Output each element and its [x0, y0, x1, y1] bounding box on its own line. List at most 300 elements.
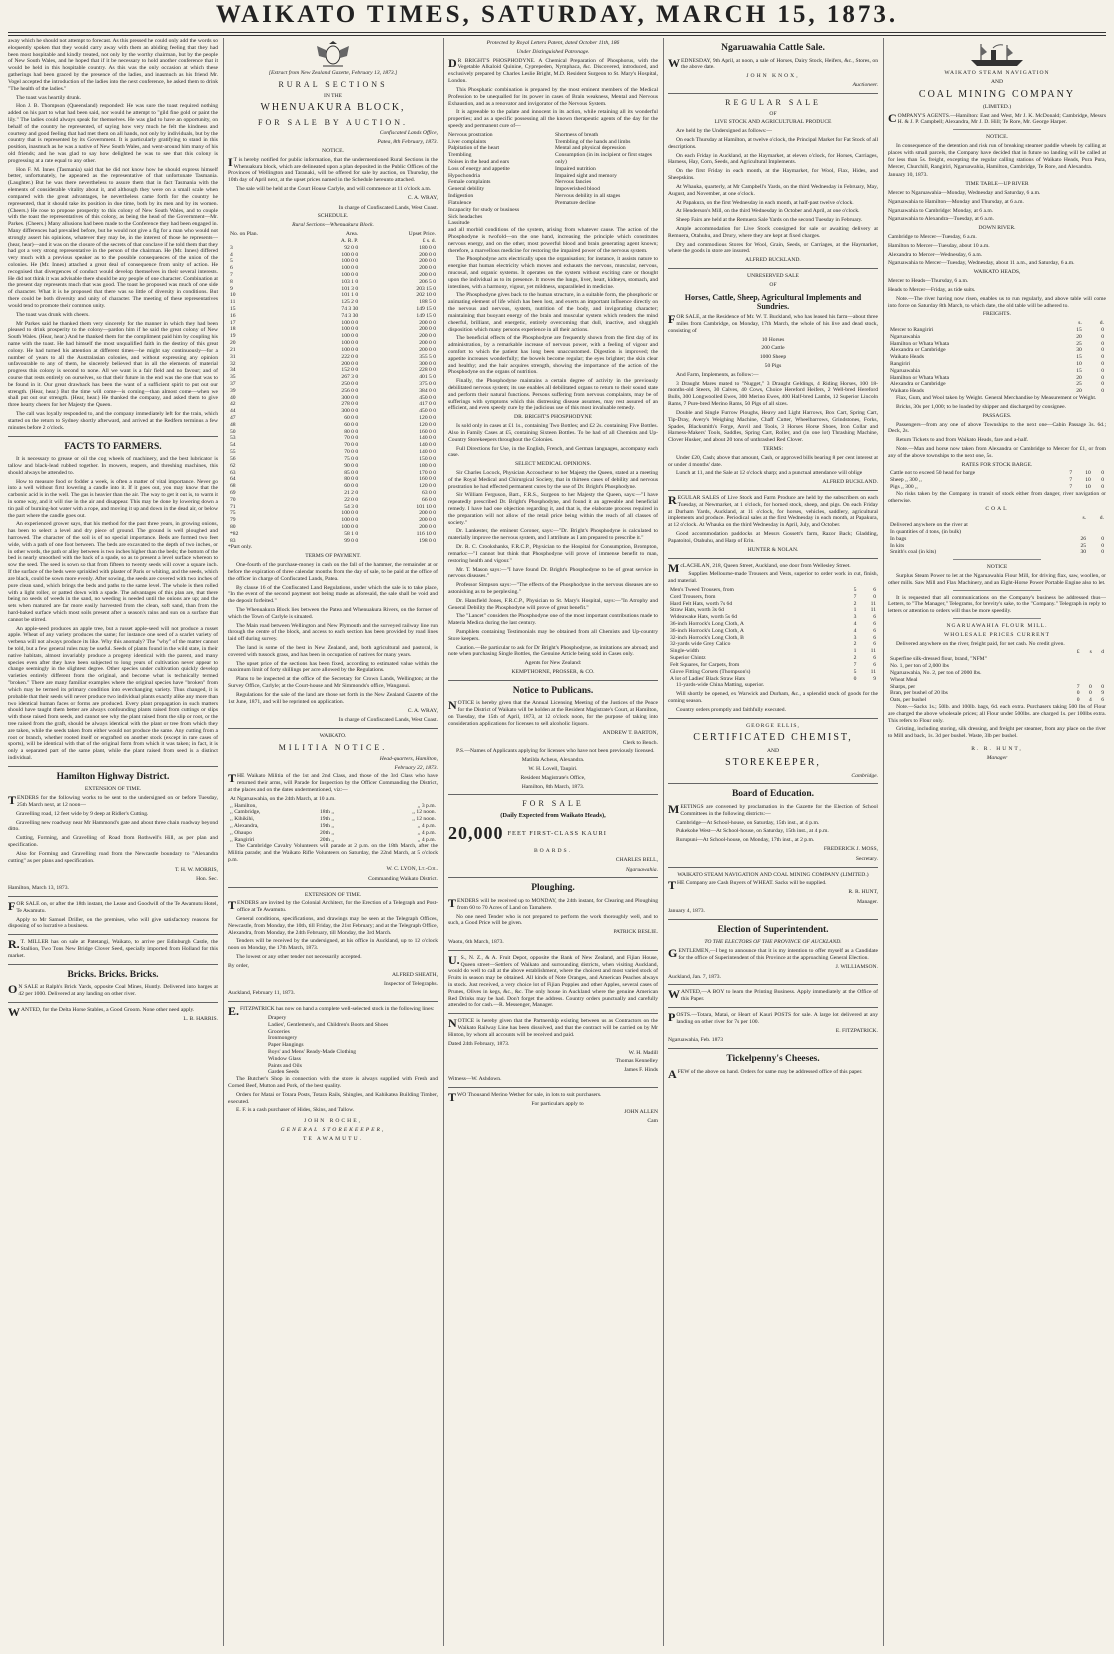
paragraph: In consequence of the detention and risk run of breaking steamer paddle wheels by calling at places with small parcels, the Company have decided that in future no landing will be called at for less than 5s. freight, excepting the regular calling stations of Waikato Heads, Pura Pura, Mercer, Churchill, Rangiriri, Ngaruawahia, Hamilton, Cambridge, Te Rore, and Alexandra. — [888, 143, 1106, 170]
paragraph: McLACHLAN, 218, Queen Street, Auckland, one door from Wellesley Street. — [668, 560, 851, 575]
dateline: January 4, 1873. — [668, 907, 705, 914]
advert-heading: Election of Superintendent. — [717, 924, 829, 935]
table-cell: Straw Hats, worth 3s 6d — [670, 607, 724, 614]
table-cell: 355 5 0 — [419, 353, 436, 360]
list-item: Indigestion — [448, 193, 474, 200]
table-row — [228, 374, 438, 381]
patent-line: Protected by Royal Letters Patent, dated October 11th, 186 — [486, 40, 620, 46]
table-row — [228, 388, 438, 395]
table-cell: 0 — [1101, 361, 1104, 367]
table-cell: 20 — [1076, 374, 1082, 381]
table-cell: ,, 4 p.m. — [417, 829, 436, 836]
table-cell: 0 — [1101, 683, 1104, 690]
advert-heading: Tickelpenny's Cheeses. — [726, 1054, 820, 1065]
list-item: 50 Pigs — [764, 363, 782, 370]
paragraph: On each Friday in Auckland, at the Haymarket, at eleven o'clock, for Horses, Carriages, Harness, Hay, Corn, Seeds, and Agricultural Implements. — [668, 152, 878, 166]
dateline: Hamilton, 8th March, 1873. — [521, 783, 585, 790]
table-cell: 9 — [230, 285, 233, 292]
table-cell: 18 — [230, 326, 236, 333]
divider — [668, 867, 878, 868]
table-cell: 3 — [853, 634, 857, 641]
signature: W. H. Madill — [628, 1049, 658, 1056]
paragraph: Dr. R. C. Crookshanks, F.R.C.P., Physician to the Hospital for Consumption, Brompton, remarks:—"I cannot but think that Phosphodyne will prove of immense benefit to man, restoring health and vigour." — [448, 544, 658, 564]
signature: FREDERICK J. MOSS, — [823, 846, 878, 853]
table-cell: Superior Chintz — [670, 655, 706, 662]
paragraph: Pukekohe West—At School-house, on Saturday, 15th inst., at 4 p.m. — [676, 828, 829, 835]
table-cell: ,, 12 noon. — [412, 809, 436, 816]
ailments-list — [448, 132, 658, 227]
table-cell: 0 — [1101, 333, 1104, 340]
table-row — [228, 456, 438, 463]
list-item: Consumption (in its incipient or first stages only) — [555, 152, 652, 165]
divider — [8, 766, 218, 767]
table-cell: Rangiriri — [890, 361, 911, 367]
table-cell: 70 — [230, 496, 236, 503]
table-row — [888, 484, 1106, 491]
table-cell: 0 — [1101, 388, 1104, 395]
table-cell: 35 — [230, 374, 236, 381]
table-cell: 3 — [853, 614, 857, 621]
divider — [448, 1013, 658, 1014]
table-body — [888, 470, 1106, 490]
paragraph: On the first Friday in each month, at the Haymarket, for Wool, Flax, Hides, and Sheepskins. — [668, 168, 878, 182]
table-cell: In kits — [890, 542, 905, 549]
table-cell: 140 0 0 — [419, 442, 436, 449]
signature-title: Hon. Sec. — [196, 876, 218, 883]
timetable-row: Ngaruawahia to Mercer—Tuesday, Wednesday, about 11 a.m., and Saturday, 6 a.m. — [888, 260, 1075, 267]
signature: J. WILLIAMSON. — [835, 963, 878, 970]
list-item: W. H. Lovell, Taupiri. — [528, 765, 578, 772]
table-cell: 16 — [230, 312, 236, 319]
advert-heading: Notice to Publicans. — [512, 685, 594, 696]
table-cell: ,, Alexandra, — [230, 823, 259, 829]
list-item: Flatulence — [448, 199, 472, 206]
table-cell: 10 — [1085, 477, 1091, 484]
table-cell: A lot of Ladies' Black Straw Hats — [670, 675, 745, 682]
table-cell: 450 0 0 — [419, 394, 436, 401]
paragraph: No risks taken by the Company in transit of stock either from danger, river navigation or otherwise. — [888, 490, 1106, 504]
table-cell: 58 1 0 — [344, 530, 359, 537]
paragraph: U.S., N. Z., & A. Fruit Depot, opposite the Bank of New Zealand, and Fijian House, Queen street—Settlers of Waikato and surrounding districts, when visiting Auckland, would do well to call at the above establishment, where the choicest and most varied stock of Fruits in season may be obtained. All kinds of Note Oranges, and American Peaches always in stock. Just received, a very choice lot of Fijian Poppies and other Apples, several cases of Prunes, Olives in kegs, &c., &c. The only house in Auckland where the genuine American Red Drinks may be had. Don't forget the address. Country orders punctually and carefully attended to for cash.—R. Messenger, Manager. — [448, 952, 658, 1009]
table-cell: 2 — [853, 655, 857, 662]
table-row — [228, 361, 438, 368]
paragraph: The toast was drunk with cheers. — [16, 311, 90, 318]
table-cell — [1094, 670, 1106, 677]
table-cell: 70 0 0 — [344, 442, 359, 449]
column-rule — [883, 38, 884, 1646]
paragraph: The upset price of the sections has been fixed, according to estimated value within the maximum limit of forty shillings per acre allowed by the Regulations. — [228, 660, 438, 674]
table-cell: ,, Hamilton, — [230, 802, 257, 809]
table-cell: 0 — [1076, 697, 1080, 704]
table-cell: 15 — [230, 306, 236, 312]
advertiser-title: GENERAL STOREKEEPER, — [280, 1127, 386, 1134]
table-header-row — [228, 231, 438, 238]
table-cell: 11 — [870, 668, 876, 675]
divider — [668, 558, 878, 559]
table-cell: 5 — [853, 668, 857, 675]
paragraph: FOR SALE, at the Residence of Mr. W. T. Buckland, who has leased his farm—about three miles from Cambridge, on Monday, 17th March, the whole of his live and dead stock, consisting of — [668, 312, 878, 334]
ailments-column — [448, 132, 551, 227]
divider — [228, 1001, 438, 1002]
table-cell: 6 — [1101, 697, 1104, 704]
table-cell: 250 0 0 — [341, 380, 359, 387]
advert-heading: WHENUAKURA BLOCK, — [260, 102, 406, 114]
table-cell: Cattle not to exceed 50 head for barge — [890, 470, 976, 477]
table-row — [228, 463, 438, 470]
freights-heading: FREIGHTS. — [982, 311, 1012, 318]
table-row — [228, 306, 438, 313]
text: OF — [769, 110, 777, 117]
table-cell: 15 — [1076, 367, 1082, 374]
table-cell: 200 0 0 — [419, 333, 436, 340]
table-header: d — [1101, 649, 1104, 656]
table-cell: 80 — [230, 524, 236, 530]
paragraph: Lunch at 11, and the Sale at 12 o'clock sharp; and a punctual attendance will oblige — [676, 470, 863, 477]
timetable-row: Ngaruawahia to Cambridge: Monday, at 6 a.m. — [888, 207, 994, 214]
signature: HUNTER & NOLAN. — [747, 546, 799, 553]
table-cell: At Ngaruawahia, on the 24th March, at 10 a.m. — [230, 795, 336, 802]
table-cell: 19 — [230, 333, 236, 340]
table-cell — [1082, 677, 1094, 684]
divider — [668, 783, 878, 784]
table-cell: 100 0 0 — [341, 251, 359, 258]
advert-heading: CERTIFICATED CHEMIST, — [693, 732, 853, 744]
table-cell: 6 — [230, 265, 233, 272]
list-item: General debility — [448, 186, 485, 193]
table-cell: 21 — [230, 346, 236, 353]
signature-place: Ngaruawahia. — [625, 866, 658, 873]
table-cell: Glove Fitting Corsets (Thompson's) — [670, 668, 751, 675]
paragraph: P.S.—Names of Applicants applying for licenses who have not been previously licensed. — [456, 748, 655, 755]
table-cell: 375 0 0 — [419, 380, 436, 387]
table-row — [888, 697, 1106, 704]
table-cell: 36-inch Horrock's Long Cloth, A — [670, 627, 744, 634]
table-cell: Wheat Meal — [890, 676, 918, 683]
divider — [953, 618, 1040, 619]
signature: JOHN KNOX, — [746, 73, 800, 80]
table-cell: 36-inch Horrock's Long Cloth, A — [670, 621, 744, 628]
paragraph: On each Thursday at Hamilton, at twelve o'clock, the Principal Market for Fat Stock of all descriptions. — [668, 137, 878, 150]
table-row — [228, 476, 438, 483]
table-cell: 68 — [230, 483, 236, 490]
table-cell: 7 — [1076, 683, 1080, 690]
table-cell: 180 0 0 — [419, 244, 436, 251]
table-cell: 100 0 0 — [341, 333, 359, 340]
table-cell — [1069, 663, 1081, 670]
table-cell: 200 0 0 — [419, 524, 436, 530]
table-cell: Waikato Heads — [890, 388, 924, 395]
timber-line — [448, 823, 658, 845]
table-cell: Ngaruawahia — [890, 333, 920, 340]
table-cell: 8 — [230, 278, 233, 285]
paragraph: Will shortly be opened, ex Warwick and Durham, &c., a splendid stock of goods for the coming season. — [668, 691, 878, 704]
advert-heading: STOREKEEPER, — [725, 757, 821, 769]
table-cell: 0 — [1088, 683, 1092, 690]
divider — [8, 436, 218, 437]
table-cell: Felt Squares, for Carpets, from — [670, 661, 740, 668]
list-item: Loss of energy and appetite — [448, 165, 510, 172]
paragraph: General conditions, specifications, and drawings may be seen at the Telegraph Offices, Newcastle, from Monday, the 10th, till Friday, the 21st February; and at the Telegraph Office, Alexandra, from Monday, the 24th February, till Monday, the 3rd March. — [228, 915, 438, 936]
paragraph: At Whauka, quarterly, at Mr Campbell's Yards, on the third Wednesday in February, May, August, and November, at one o'clock. — [668, 183, 878, 197]
signature-title: Inspector of Telegraphs. — [383, 981, 438, 988]
table-cell: 20 — [1076, 388, 1082, 395]
advert-heading: NGARUAWAHIA FLOUR MILL. — [946, 623, 1048, 629]
table-cell: 20th ,, — [319, 836, 335, 843]
paragraph: At Papakura, on the first Wednesday in each month, at half-past twelve o'clock. — [676, 199, 854, 206]
paragraph: THE Company are Cash Buyers of WHEAT. Sacks will be supplied. — [668, 878, 827, 893]
table-cell: 267 3 0 — [341, 374, 359, 381]
list-item: Trembling — [448, 152, 472, 159]
list-item: Boys' and Mens' Ready-Made Clothing — [268, 1048, 357, 1055]
table-cell: 0 — [1101, 477, 1104, 484]
table-header-row — [228, 238, 438, 245]
table-cell: 42 — [230, 401, 236, 408]
table-cell: 100 0 0 — [341, 265, 359, 272]
table-cell: 0 — [1101, 535, 1104, 542]
table-cell: 417 0 0 — [419, 401, 436, 408]
advert-subheading: WHOLESALE PRICES CURRENT — [943, 631, 1051, 638]
table-cell: 32-inch Horrock's Long Cloth, B — [670, 634, 744, 641]
table-cell: 0 — [1101, 549, 1104, 556]
table-header: Area. — [345, 231, 359, 238]
divider — [668, 984, 878, 985]
timetable-row: Mercer to Heads—Thursday, 6 a.m. — [888, 278, 969, 285]
paragraph: Supplies Mellourne-made Trousers and Vests, superior to order work in cut, finish, and material. — [668, 571, 878, 585]
table-cell: In bags — [890, 535, 907, 542]
table-header: s — [1089, 649, 1092, 656]
table-row — [668, 601, 878, 608]
table-row — [888, 381, 1106, 388]
divider — [668, 718, 878, 719]
table-cell: 4 — [853, 627, 857, 634]
table-header: £ s. d. — [422, 237, 436, 244]
paragraph: Ample accommodation for Live Stock consigned for sale or awaiting delivery at Remuera, Otahuhu, and Drury, where they are kept at fixed charges. — [668, 225, 878, 239]
table-row — [668, 648, 878, 655]
paragraph: The "Lancet" considers the Phosphodyne one of the most important contributions made to Materia Medica during the last century. — [448, 613, 658, 627]
signature: JOHN ALLEN — [624, 1109, 658, 1116]
steamship-icon — [967, 42, 1027, 68]
list-item: Sick headaches — [448, 213, 483, 220]
list-item: Trembling of the hands and limbs — [555, 138, 631, 145]
paragraph: Rurupuni—At School-house, on Monday, 17th inst., at 2 p.m. — [676, 837, 815, 844]
paragraph: Double and Single Furrow Ploughs, Heavy and Light Harrows, Box Cart, Spring Cart, Tip-Dray, Avery's Weighing Machine, Chaff Cutter, Wheelbarrows, Grindstones, Forks, Spades, Blacksmith's Forge, Anvil and Tools, 3 Horses Horse Shoes, Iron Collar and Harness-Makers' Tools, Saddles, Spring Cart, Roller, and (in one lot) Thrashing Machine, Clover Husker, and about 20 tons of unthrashed Red Clover. — [668, 409, 878, 444]
quantity: 20,000 — [448, 822, 504, 843]
divider — [8, 896, 218, 897]
table-cell: 198 0 0 — [419, 537, 436, 544]
sections-table — [228, 231, 438, 544]
table-cell: 0 — [1101, 542, 1104, 549]
paragraph: REGULAR SALES of Live Stock and Farm Produce are held by the subscribers on each Tuesday, at Newmarket, at 1 o'clock, for horned stock, sheep, and pigs. On each Friday at Durham Yards, Auckland, at 11 o'clock, for horses, vehicles, saddlery, agricultural implements and produce. Periodical sales at the first Wednesday in each month, at Papakura, at 12 o'clock. At Whauka on the third Wednesday in April, July, and October. — [668, 493, 878, 529]
table-cell: 80 0 0 — [344, 476, 359, 483]
table-cell: 200 0 0 — [419, 251, 436, 258]
paragraph: How to measure food or fodder a week, is often a matter of vital importance. Never go into a well without first lowering a candle into it. If it goes out, you may know that the carbonic acid is in the well. The gas is heavier than the air. The way to get it out is, to warm it in some way, and it will rise in the air and disappear. This may be done by lowering down a tin pail of burning-hot water with a rope, and moving it up and down in the dead air, or below the part where the candle goes out. — [8, 478, 218, 519]
table-row — [888, 670, 1106, 677]
table-cell: 149 15 0 — [416, 306, 436, 312]
table-row — [668, 655, 878, 662]
signature: R. R. HUNT, — [848, 889, 878, 896]
table-row — [228, 524, 438, 531]
opinions-heading: SELECT MEDICAL OPINIONS. — [515, 461, 591, 468]
table-row — [888, 368, 1106, 375]
table-cell: 30 — [1076, 347, 1082, 354]
table-cell: Bran, per bushel of 20 lbs — [890, 690, 948, 697]
advert-subheading: LIVE STOCK AND AGRICULTURAL PRODUCE — [714, 119, 832, 126]
table-row — [228, 320, 438, 327]
advertiser-name: GEORGE ELLIS, — [746, 722, 800, 729]
paragraph: Sir William Ferguson, Bart., F.R.S., Surgeon to her Majesty the Queen, says:—"I have repeatedly prescribed Dr. Bright's Phosphodyne, and found it an agreeable and beneficial remedy. I have had one objection regarding it, and that is, the elaborate process required in the preparation will not allow of the retail price being within the reach of all classes of society." — [448, 492, 658, 526]
table-cell: 56 — [230, 455, 236, 462]
table-cell: 0 — [1101, 367, 1104, 374]
paragraph: By clause 16 of the Confiscated Land Regulations, under which the sale is to take place, "In the event of the second payment not being made as aforesaid, the sale shall be void and the deposit forfeited." — [228, 584, 438, 605]
paragraph: ON SALE at Ralph's Brick Yards, opposite Coal Mines, Huntly. Delivered into barges at 42 per 1000. Delivered at any landing on other river. — [8, 982, 218, 998]
paragraph: Gristing, including storing, silk dressing, and freight per steamer, from any place on the river to Mill and back, 1s. 3d per bushel. Waste, 3lb per bushel. — [888, 726, 1106, 740]
table-cell: 0 — [1101, 354, 1104, 361]
paragraph: NOTICE is hereby given that the Annual Licensing Meeting of the Justices of the Peace for the District of Waikato will be holden at the Resident Magistrate's Court, at Hamilton, on Tuesday, the 15th of April, 1873, at 12 o'clock noon, for the purpose of taking into consideration applications for licenses to sell alcoholic liquors. — [448, 698, 658, 727]
table-row — [228, 510, 438, 517]
paragraph: One-fourth of the purchase-money in cash on the fall of the hammer, the remainder at or before the expiration of three calendar months from the day of sale, to be paid at the office of the officer in charge of Confiscated Lands, Patea. — [228, 562, 438, 582]
table-row — [228, 245, 438, 252]
table-row — [228, 258, 438, 265]
signature: ALFRED BUCKLAND. — [745, 257, 801, 264]
table-cell: 48 — [230, 421, 236, 428]
table-row — [228, 435, 438, 442]
paragraph: Is sold only in cases at £1 1s., containing Two Bottles; and £2 2s. containing Five Bottles. Also in Family Cases at £5, containing Sixteen Bottles. To be had of all Chemists and Up-Country Storekeepers throughout the Colonies. — [448, 423, 658, 443]
paragraph: Surplus Steam Power to let at the Ngaruawahia Flour Mill, for driving flax, saw, woollen, or other mills. Saw Mill and Flax Machinery, and an Eight-Horse Power Portable Engine also to let. — [888, 572, 1106, 586]
advert-heading: Ngaruawahia Cattle Sale. — [721, 43, 825, 53]
table-cell: 60 0 0 — [344, 483, 359, 490]
table-cell: 0 — [1076, 690, 1080, 697]
advert-subheading: TO THE ELECTORS OF THE PROVINCE OF AUCKLAND. — [704, 939, 842, 946]
paragraph: WANTED,—A BOY to learn the Printing Business. Apply immediately at the Office of this Paper. — [668, 987, 878, 1003]
signature: James F. Hinds — [624, 1067, 658, 1074]
table-cell: 25 — [1076, 381, 1082, 388]
table-cell: 100 0 0 — [341, 517, 359, 524]
table-row — [228, 830, 438, 837]
table-row — [668, 594, 878, 601]
table-cell: 256 0 0 — [341, 387, 359, 394]
table-cell: 100 0 0 — [341, 346, 359, 353]
paragraph: Note.—Man and horse now taken from Alexandra or Cambridge to Mercer for £1, or from any of the above townships to the next one, 5s. — [888, 445, 1106, 459]
timetable-row: Heads to Mercer—Friday, as tide suits. — [888, 286, 976, 293]
table-cell: 0 — [1101, 374, 1104, 381]
paragraph: 3 Draught Mares mated to "Nugget," 3 Draught Geldings, 4 Riding Horses, 100 18-months-old Steers, 30 Calves, 40 Cows, Choice Hereford Heifers, 2 Well-bred Hereford Bulls, 300 Longwoolled Ewes, 300 Merino Ewes, 400 Half-bred Lambs, 12 Superior Lincoln Rams, 7 Pure-bred Merino Rams, 50 Pigs of all sizes. — [668, 380, 878, 408]
table-cell: 60 0 0 — [344, 415, 359, 421]
table-cell: 11 — [870, 600, 876, 607]
table-cell: 0 — [1101, 340, 1104, 347]
table-row — [228, 299, 438, 306]
table-cell: 101 10 0 — [416, 503, 436, 510]
table-cell: Hamilton or Whata Whata — [890, 340, 949, 347]
advert-heading: EXTENSION OF TIME. — [304, 891, 362, 898]
list-item: Window Glass — [268, 1055, 301, 1062]
table-row — [668, 621, 878, 628]
table-row — [228, 395, 438, 402]
table-cell: 4 — [230, 251, 233, 258]
paragraph: No one need Tender who is not prepared to perform the work thoroughly well, and to such, a Good Price will be given. — [448, 913, 658, 927]
table-cell: 15 — [1076, 354, 1082, 361]
column-2 — [228, 38, 438, 1648]
table-cell: 74 3 30 — [341, 306, 359, 312]
table-cell: 26 — [1080, 535, 1087, 542]
divider — [228, 887, 438, 888]
table-cell — [1094, 663, 1106, 670]
paragraph: It is agreeable to the palate and innocent in its action, while retaining all its wonderful properties; and as a specific possessing all the known therapeutic agents of the day for the speedy and permanent cure of— — [448, 109, 658, 129]
table-cell: 60 0 0 — [344, 421, 359, 428]
table-row — [228, 408, 438, 415]
table-cell: 17 — [230, 319, 236, 326]
table-cell: Hamilton or Whata Whata — [890, 374, 949, 381]
table-cell: 200 0 0 — [419, 510, 436, 517]
table-row — [228, 292, 438, 299]
table-row — [228, 354, 438, 361]
table-cell: 0 — [873, 593, 876, 600]
table-cell: 6 — [873, 634, 876, 641]
table-cell: 222 0 0 — [341, 353, 359, 360]
table-cell: 32-yards wide Grey Calico — [670, 641, 731, 648]
table-cell: 7 — [1069, 477, 1073, 484]
table-row — [888, 663, 1106, 670]
divider — [228, 728, 438, 729]
paragraph: TWO Thousand Merino Wether for sale, in lots to suit purchasers. — [448, 1089, 602, 1104]
signature: ANDREW T. BARTON, — [602, 729, 658, 736]
dateline: February 22, 1873. — [394, 764, 438, 771]
paragraph: WANTED, for the Delta Horse Stables, a Good Groom. None other need apply. — [8, 1004, 195, 1019]
table-cell: Mercer to Rangiriri — [890, 326, 934, 333]
list-item: Drapery — [268, 1014, 287, 1021]
table-row — [888, 361, 1106, 368]
table-cell: 62 — [230, 462, 236, 469]
signature-title: Commanding Waikato District. — [368, 875, 438, 882]
table-row — [668, 669, 878, 676]
table-row — [228, 823, 438, 830]
advert-heading: UNRESERVED SALE — [747, 273, 799, 280]
table-cell: Ngaruawahia — [890, 367, 920, 374]
table-row — [668, 614, 878, 621]
paragraph: It is requested that all communications on the Company's business be addressed thus—Letters, to "The Manager," Telegrams, for brevity's sake, to the "Company." Telegraph in reply to letters or attention to orders will thus be more speedily. — [888, 594, 1106, 615]
table-cell: 70 0 0 — [344, 449, 359, 456]
product: FEET FIRST-CLASS KAURI — [507, 830, 607, 838]
table-cell: 25 — [1076, 340, 1082, 347]
paragraph: Bricks, 30s per 1,000; to be loaded by shipper and discharged by consignee. — [896, 403, 1067, 410]
table-header — [888, 515, 1067, 522]
list-item: Ladies', Gentlemen's, and Children's Boots and Shoes — [268, 1021, 389, 1028]
notice-heading: NOTICE. — [986, 134, 1008, 141]
column-3 — [448, 38, 658, 1648]
advert-heading: WAIKATO. — [319, 733, 347, 740]
paragraph: and all morbid conditions of the system, arising from whatever cause. The action of the Phosphodyne is twofold—on the one hand, increasing the principle which constitutes nervous energy, and on the other, most powerful blood and brain generating agent known; therefore, a marvellous medicine for restoring the impaired power of the nervous system. — [448, 227, 658, 254]
paragraph: The Phosphodyne gives back to the human structure, in a suitable form, the phosphoric or animating element of life which has been lost, and exerts an important influence directly on the nervous and nervous, system, nutrition of the body, and invigorating character; maintaining that buoyant energy of the brain and muscular system which renders the mind cheerful, brilliant, and energetic, entirely overcoming that dull, inactive, and sluggish disposition which many persons experience in all their actions. — [448, 292, 658, 333]
paragraph: THE Waikato Militia of the 1st and 2nd Class, and those of the 3rd Class who have returned their arms, will Parade for Inspection by the Officer Commanding the District, at the places and on the dates undermentioned, viz:— — [228, 771, 438, 793]
table-cell: 70 0 0 — [344, 435, 359, 442]
table-cell: 202 10 0 — [416, 292, 436, 299]
table-cell: 100 0 0 — [341, 340, 359, 347]
table-header: s. — [1078, 320, 1082, 327]
list-item: 1000 Sheep — [759, 354, 787, 361]
table-cell: Pigs ,, 300 ,, — [890, 484, 918, 490]
table-cell: 10 — [1085, 470, 1091, 477]
table-cell — [1067, 529, 1088, 536]
table-cell: 203 15 0 — [416, 285, 436, 292]
table-row — [228, 442, 438, 449]
timetable-row: Cambridge to Mercer—Tuesday, 6 a.m. — [888, 234, 977, 240]
list-item: Paints and Oils — [268, 1062, 302, 1069]
table-cell: 160 0 0 — [419, 428, 436, 435]
table-cell: 0 — [1101, 326, 1104, 333]
masthead-rule-2 — [8, 35, 1106, 36]
signature: T. H. W. MORRIS, — [175, 866, 218, 873]
paragraph: Hon J. B. Thompson (Queensland) responded: He was sure the toast required nothing added on his part to what had been said, nor would he attempt to "gild fine gold or paint the lily." The ladies could always speak for themselves. He was glad to have an opportunity, on behalf of the country he represented, of saying how very much he felt the kindness and courtesy and good feeling that had met them on all hands, not only by individuals, but by the country that is represented by its Government. It is particularly gratifying to stand in this position, inasmuch as he was a native of New South Wales, and went-around him many of his old friends; and he was glad to say how delighted he was to see that this colony is progressing at a rate equal to any other. — [8, 103, 218, 164]
paragraph: TENDERS for the following works to be sent to the undersigned on or before Tuesday, 25th March next, at 12 noon— — [8, 793, 218, 809]
